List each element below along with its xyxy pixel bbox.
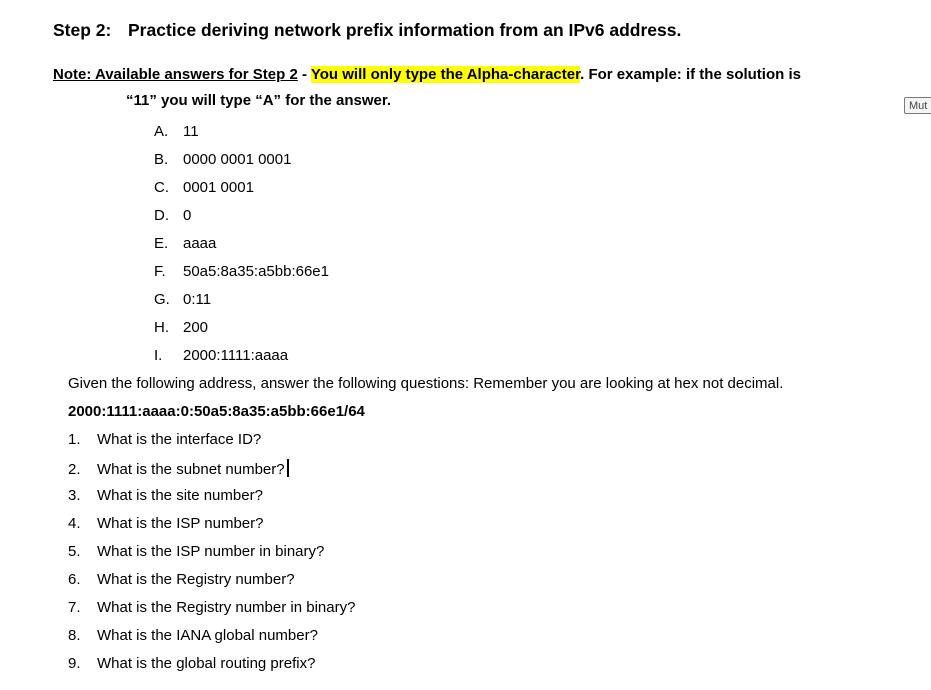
option-letter: D. [154, 207, 169, 224]
note-dash: - [297, 66, 311, 83]
step-heading [53, 20, 681, 41]
note-line-1 [53, 66, 801, 83]
question-5 [68, 543, 324, 560]
option-value: 0:11 [183, 291, 212, 308]
note-rest: . For example: if the solution is [580, 66, 801, 83]
question-number: 6. [68, 571, 81, 588]
option-c [154, 179, 254, 196]
note-label: Note: Available answers for Step 2 [53, 66, 298, 83]
question-text: What is the global routing prefix? [97, 655, 316, 672]
question-4 [68, 515, 263, 532]
option-a [154, 123, 199, 140]
question-text: What is the ISP number? [97, 515, 264, 532]
question-7 [68, 599, 355, 616]
option-d [154, 207, 191, 224]
note-line-2: “11” you will type “A” for the answer. [126, 92, 392, 109]
option-b [154, 151, 291, 168]
option-letter: C. [154, 179, 169, 196]
option-value: 0 [183, 207, 192, 224]
question-number: 8. [68, 627, 81, 644]
option-h [154, 319, 208, 336]
question-number: 7. [68, 599, 81, 616]
question-number: 2. [68, 461, 81, 478]
text-cursor [287, 459, 289, 477]
question-6 [68, 571, 295, 588]
question-number: 4. [68, 515, 81, 532]
question-text: What is the Registry number in binary? [97, 599, 356, 616]
option-g [154, 291, 211, 308]
side-button[interactable]: Mut [904, 97, 931, 114]
option-letter: I. [154, 347, 163, 364]
question-number: 9. [68, 655, 81, 672]
question-1 [68, 431, 261, 448]
option-value: 2000:1111:aaaa [183, 347, 289, 364]
option-e [154, 235, 216, 252]
instructions-text: Given the following address, answer the following questions: Remember you are looking at hex not decimal. [68, 375, 784, 392]
question-number: 5. [68, 543, 81, 560]
option-value: aaaa [183, 235, 217, 252]
question-text: What is the site number? [97, 487, 263, 504]
option-value: 0000 0001 0001 [183, 151, 292, 168]
question-3 [68, 487, 263, 504]
option-value: 200 [183, 319, 209, 336]
question-8 [68, 627, 318, 644]
step-label: Step 2: [53, 20, 112, 40]
option-letter: G. [154, 291, 170, 308]
question-2[interactable] [68, 459, 289, 478]
note-highlight: You will only type the Alpha-character [310, 66, 581, 83]
question-text: What is the ISP number in binary? [97, 543, 325, 560]
option-f [154, 263, 329, 280]
option-letter: B. [154, 151, 169, 168]
option-letter: H. [154, 319, 169, 336]
step-title: Practice deriving network prefix information from an IPv6 address. [128, 20, 682, 40]
option-letter: E. [154, 235, 169, 252]
option-letter: A. [154, 123, 169, 140]
option-value: 11 [183, 123, 199, 140]
question-number: 3. [68, 487, 81, 504]
ipv6-address: 2000:1111:aaaa:0:50a5:8a35:a5bb:66e1/64 [68, 403, 365, 420]
option-i [154, 347, 288, 364]
question-9 [68, 655, 315, 672]
option-value: 50a5:8a35:a5bb:66e1 [183, 263, 329, 280]
question-number: 1. [68, 431, 81, 448]
question-text: What is the IANA global number? [97, 627, 318, 644]
question-text: What is the Registry number? [97, 571, 295, 588]
option-value: 0001 0001 [183, 179, 254, 196]
question-text: What is the subnet number? [97, 461, 285, 478]
option-letter: F. [154, 263, 166, 280]
question-text: What is the interface ID? [97, 431, 262, 448]
